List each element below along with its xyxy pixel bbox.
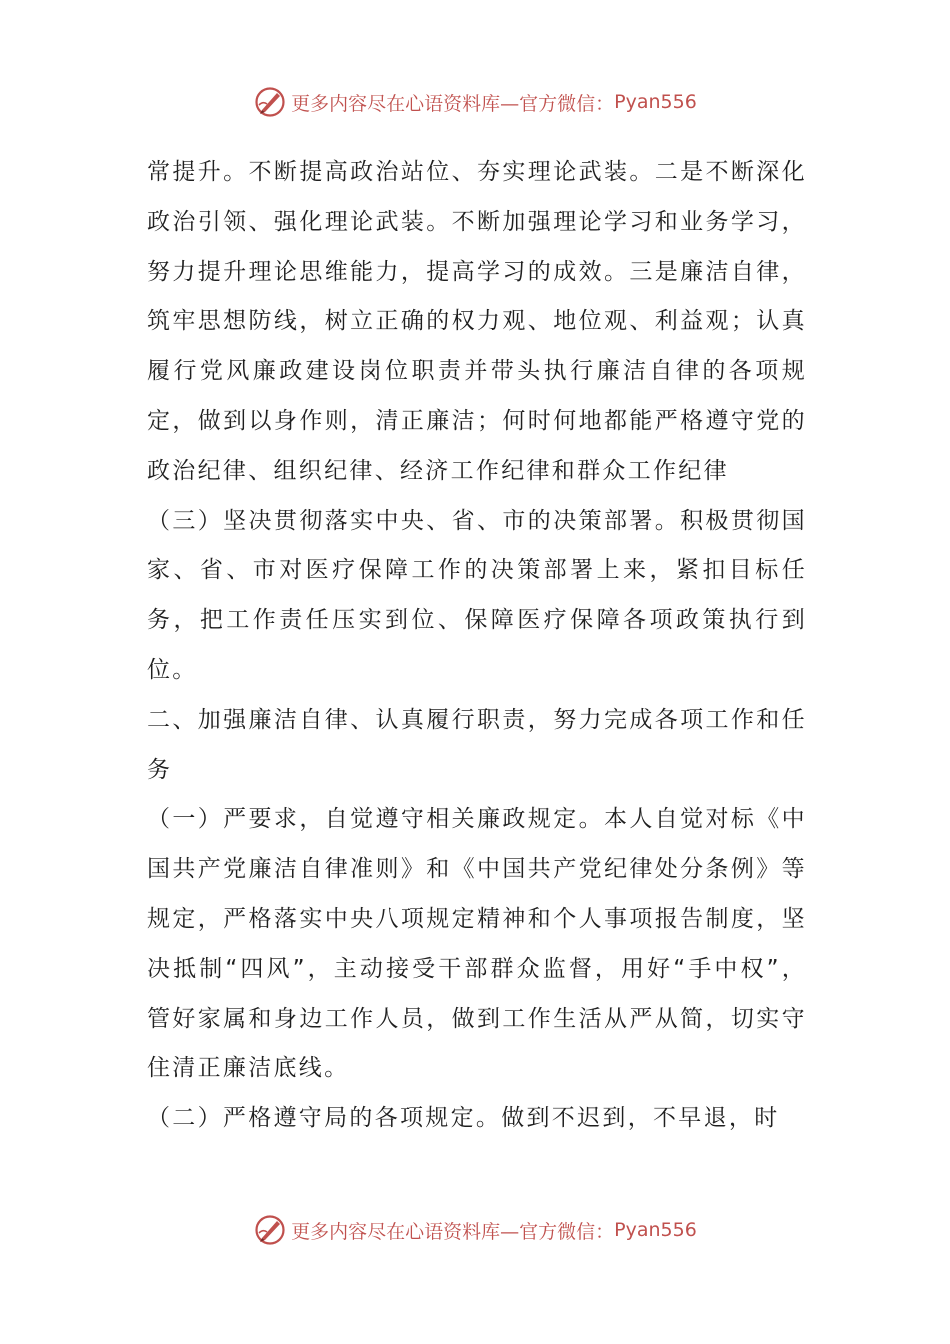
header-watermark	[0, 82, 950, 122]
paragraph: （三）坚决贯彻落实中央、省、市的决策部署。积极贯彻国家、省、市对医疗保障工作的决策部署上来，紧扣目标任务，把工作责任压实到位、保障医疗保障各项政策执行到位。	[147, 507, 807, 683]
document-body	[147, 148, 807, 1144]
paragraph: （二）严格遵守局的各项规定。做到不迟到，不早退，时	[147, 1105, 780, 1132]
footer-wechat-id: Pyan556	[614, 1219, 697, 1241]
paragraph: 常提升。不断提高政治站位、夯实理论武装。二是不断深化政治引领、强化理论武装。不断加强理论学习和业务学习，努力提升理论思维能力，提高学习的成效。三是廉洁自律，筑牢思想防线，树立正确的权力观、地位观、利益观；认真履行党风廉政建设岗位职责并带头执行廉洁自律的各项规定，做到以身作则，清正廉洁；何时何地都能严格遵守党的政治纪律、组织纪律、经济工作纪律和群众工作纪律	[147, 159, 807, 484]
pen-logo-icon	[253, 1213, 287, 1247]
header-slogan: 更多内容尽在心语资料库—官方微信：	[291, 92, 615, 115]
header-wechat-id: Pyan556	[614, 91, 697, 113]
section-heading: 二、加强廉洁自律、认真履行职责，努力完成各项工作和任务	[147, 706, 807, 783]
footer-slogan: 更多内容尽在心语资料库—官方微信：	[291, 1220, 615, 1243]
footer-watermark	[0, 1210, 950, 1250]
pen-logo-icon	[253, 85, 287, 119]
paragraph: （一）严要求，自觉遵守相关廉政规定。本人自觉对标《中国共产党廉洁自律准则》和《中国共产党纪律处分条例》等规定，严格落实中央八项规定精神和个人事项报告制度，坚决抵制“四风”，主动接受干部群众监督，用好“手中权”，管好家属和身边工作人员，做到工作生活从严从简，切实守住清正廉洁底线。	[147, 806, 807, 1082]
